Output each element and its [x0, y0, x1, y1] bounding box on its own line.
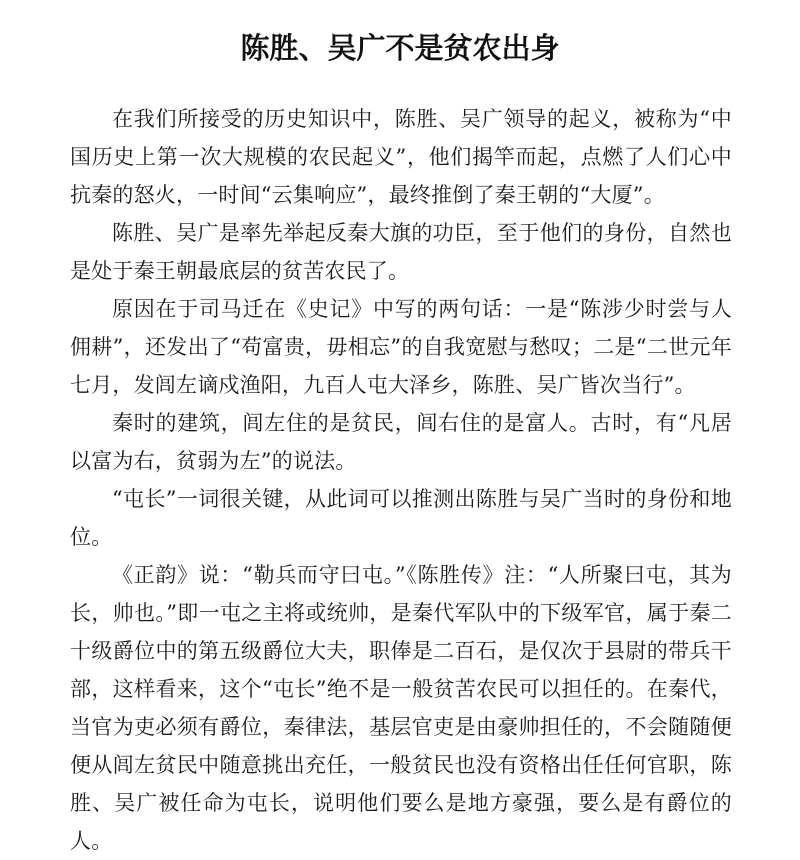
article-body	[70, 100, 732, 860]
article-title: 陈胜、吴广不是贫农出身	[240, 31, 560, 65]
paragraph-4: 秦时的建筑，闾左住的是贫民，闾右住的是富人。古时，有“凡居以富为右，贫弱为左”的说法。	[70, 411, 732, 473]
paragraph-3: 原因在于司马迁在《史记》中写的两句话：一是“陈涉少时尝与人佣耕”，还发出了“苟富贵，毋相忘”的自我宽慰与愁叹；二是“二世元年七月，发闾左谪戍渔阳，九百人屯大泽乡，陈胜、吴广皆次当行”。	[70, 297, 732, 397]
paragraph-1: 在我们所接受的历史知识中，陈胜、吴广领导的起义，被称为“中国历史上第一次大规模的农民起义”，他们揭竿而起，点燃了人们心中抗秦的怒火，一时间“云集响应”，最终推倒了秦王朝的“大厦”。	[70, 107, 732, 207]
paragraph-6: 《正韵》说：“勒兵而守曰屯。”《陈胜传》注：“人所聚曰屯，其为长，帅也。”即一屯之主将或统帅，是秦代军队中的下级军官，属于秦二十级爵位中的第五级爵位大夫，职俸是二百石，是仅次于县尉的带兵干部，这样看来，这个“屯长”绝不是一般贫苦农民可以担任的。在秦代，当官为吏必须有爵位，秦律法，基层官吏是由豪帅担任的，不会随随便便从闾左贫民中随意挑出充任，一般贫民也没有资格出任任何官职，陈胜、吴广被任命为屯长，说明他们要么是地方豪强，要么是有爵位的人。	[70, 563, 732, 853]
paragraph-5: “屯长”一词很关键，从此词可以推测出陈胜与吴广当时的身份和地位。	[70, 487, 732, 549]
paragraph-2: 陈胜、吴广是率先举起反秦大旗的功臣，至于他们的身份，自然也是处于秦王朝最底层的贫苦农民了。	[70, 221, 732, 283]
